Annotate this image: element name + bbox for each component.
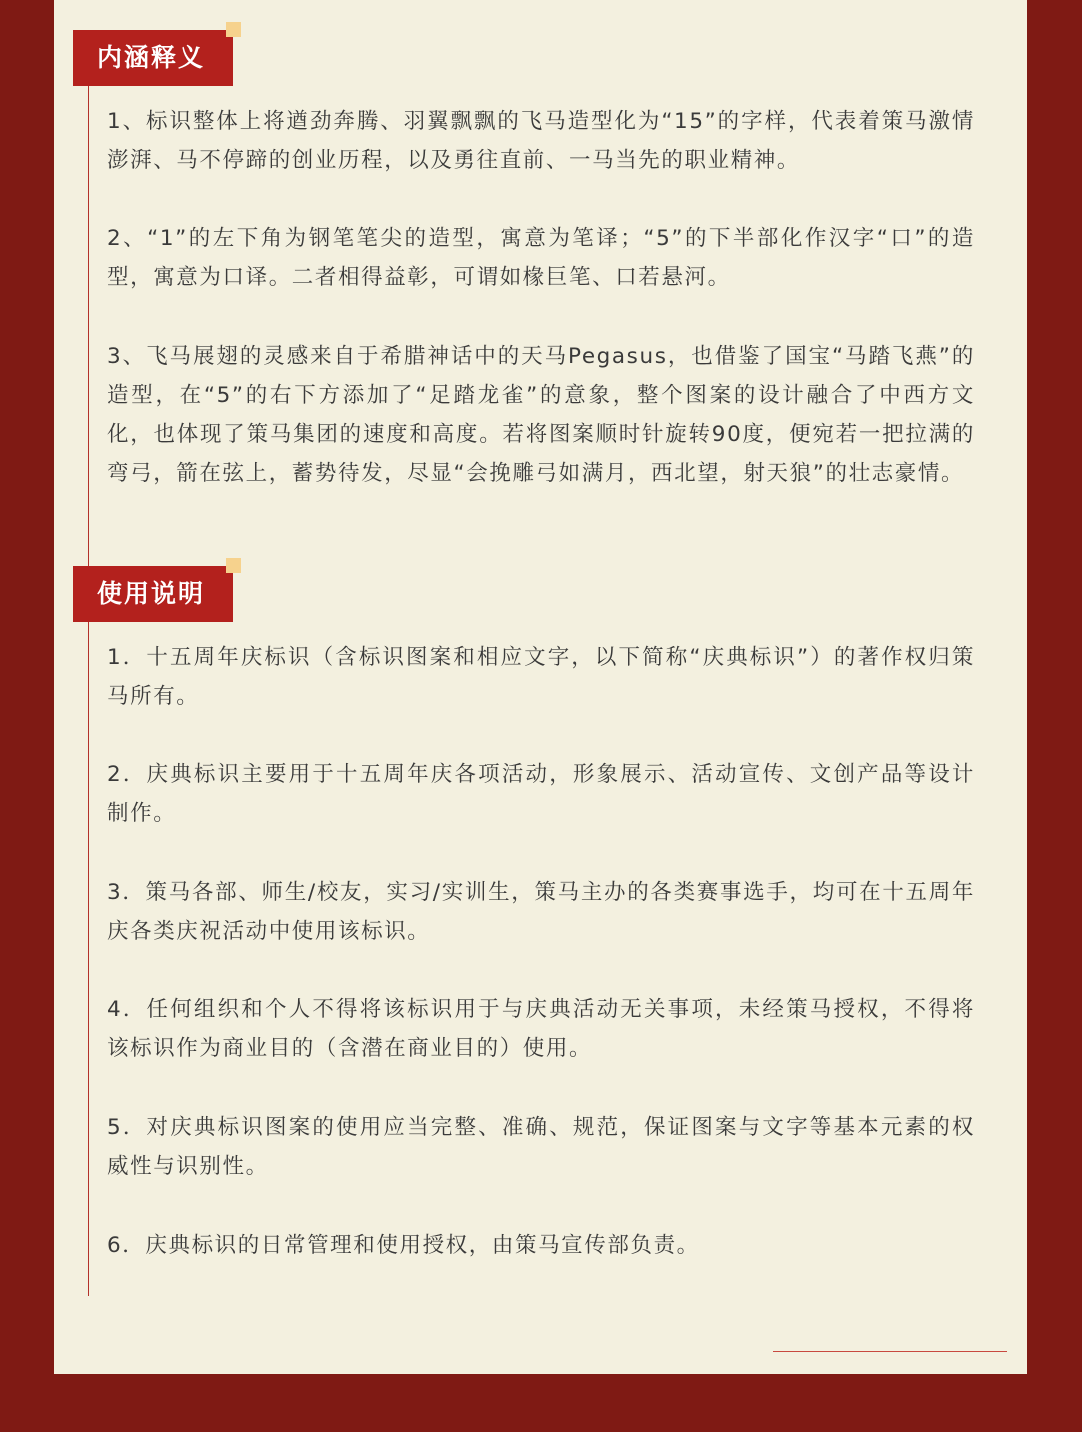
meaning-paragraph-3: 3、飞马展翅的灵感来自于希腊神话中的天马Pegasus，也借鉴了国宝“马踏飞燕”的造型，在“5”的右下方添加了“足踏龙雀”的意象，整个图案的设计融合了中西方文化，也体现了策马集团的速度和高度。若将图案顺时针旋转90度，便宛若一把拉满的弯弓，箭在弦上，蓄势待发，尽显“会挽雕弓如满月，西北望，射天狼”的壮志豪情。 xyxy=(107,344,975,486)
usage-paragraph-3: 3．策马各部、师生/校友，实习/实训生，策马主办的各类赛事选手，均可在十五周年庆各类庆祝活动中使用该标识。 xyxy=(107,880,975,944)
section-title-usage: 使用说明 xyxy=(97,579,206,608)
usage-paragraph-5: 5．对庆典标识图案的使用应当完整、准确、规范，保证图案与文字等基本元素的权威性与识别性。 xyxy=(107,1115,975,1179)
usage-paragraph-2: 2．庆典标识主要用于十五周年庆各项活动，形象展示、活动宣传、文创产品等设计制作。 xyxy=(107,762,975,826)
usage-paragraph-1: 1．十五周年庆标识（含标识图案和相应文字，以下简称“庆典标识”）的著作权归策马所有。 xyxy=(107,645,975,709)
usage-paragraph-4: 4．任何组织和个人不得将该标识用于与庆典活动无关事项，未经策马授权，不得将该标识作为商业目的（含潜在商业目的）使用。 xyxy=(107,997,975,1061)
section-tag-usage xyxy=(73,566,233,622)
section-title-meaning: 内涵释义 xyxy=(97,43,206,72)
usage-paragraph-6: 6．庆典标识的日常管理和使用授权，由策马宣传部负责。 xyxy=(107,1233,700,1258)
meaning-paragraph-1: 1、标识整体上将遒劲奔腾、羽翼飘飘的飞马造型化为“15”的字样，代表着策马激情澎湃、马不停蹄的创业历程，以及勇往直前、一马当先的职业精神。 xyxy=(107,109,975,173)
tag-corner-accent xyxy=(226,22,241,37)
meaning-paragraph-2: 2、“1”的左下角为钢笔笔尖的造型，寓意为笔译；“5”的下半部化作汉字“口”的造型，寓意为口译。二者相得益彰，可谓如椽巨笔、口若悬河。 xyxy=(107,226,975,290)
left-rule xyxy=(88,78,89,1296)
tag-corner-accent xyxy=(226,558,241,573)
footer-divider xyxy=(773,1351,1007,1352)
section-tag-meaning xyxy=(73,30,233,86)
